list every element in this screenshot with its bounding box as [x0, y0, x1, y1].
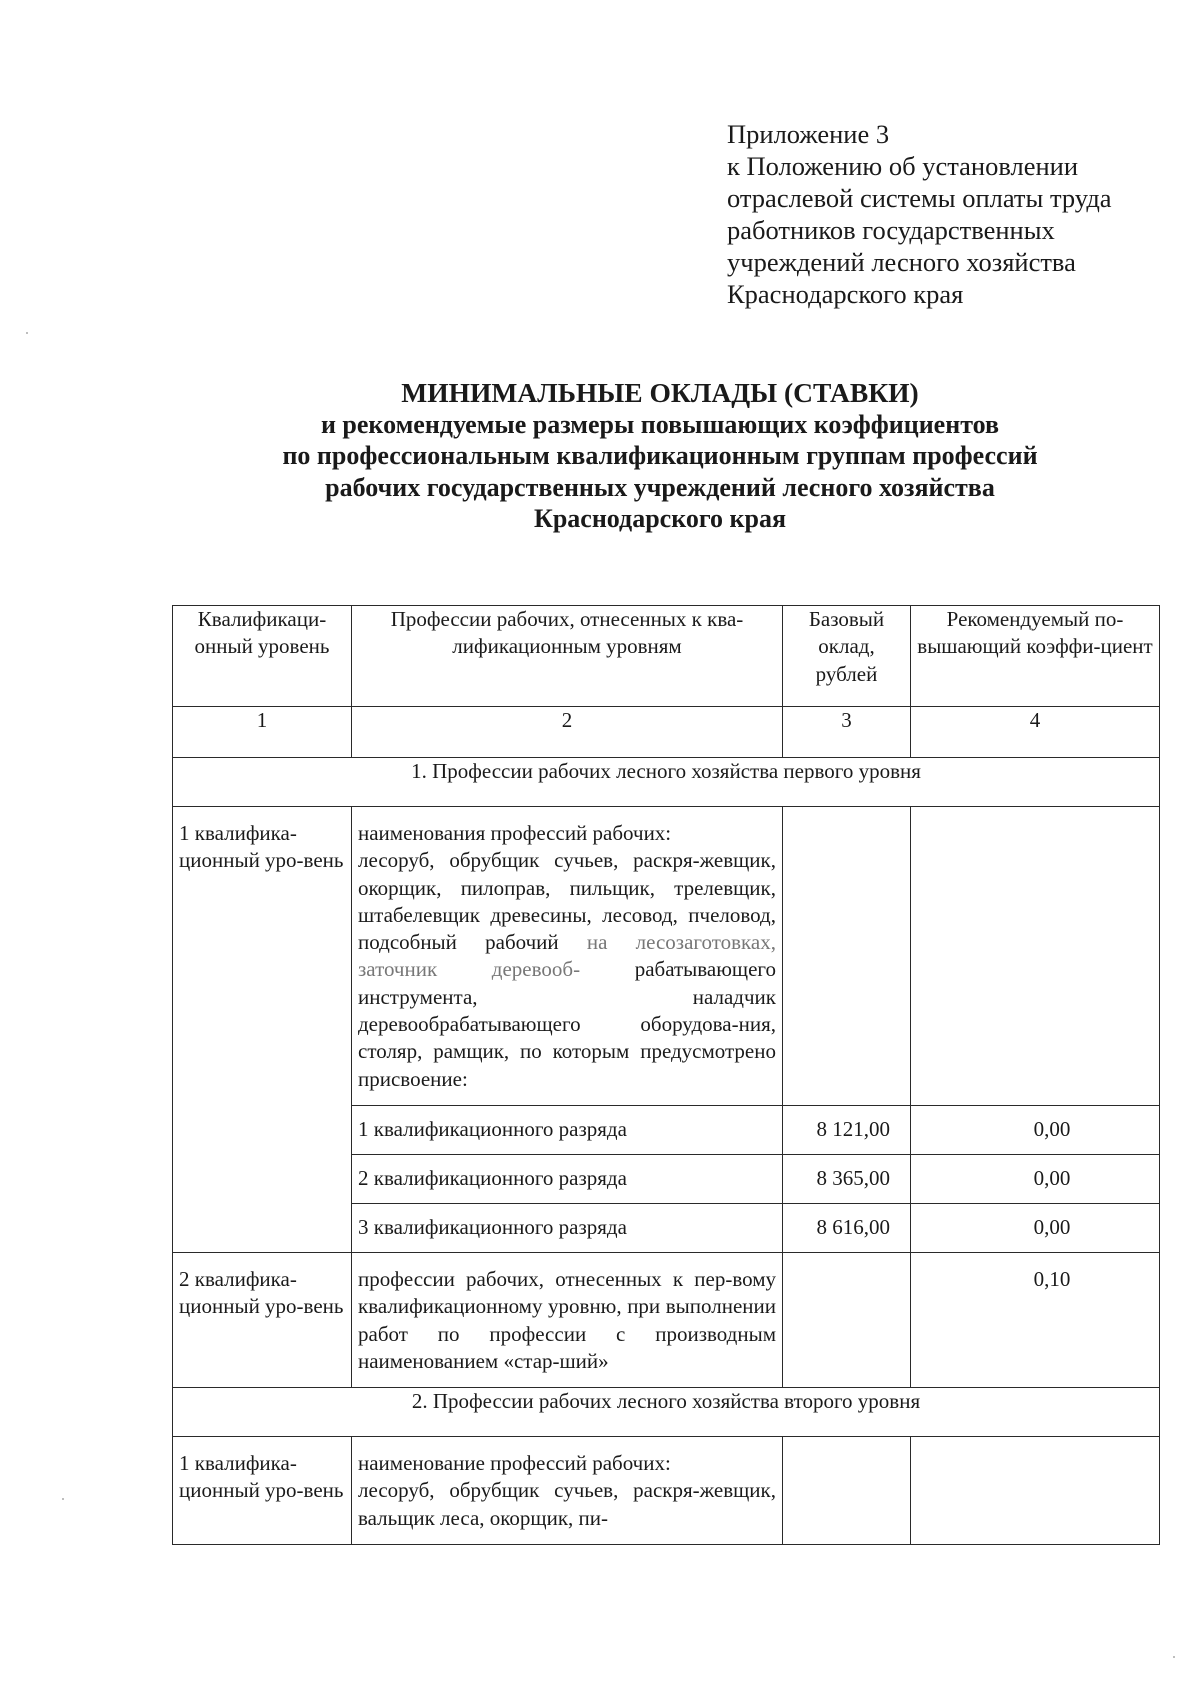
- coefficient-value: 0,00: [911, 1105, 1160, 1154]
- description-text-faded: на лесозаготовках, заточник деревооб-: [358, 930, 777, 982]
- annex-line: Краснодарского края: [727, 279, 964, 309]
- coefficient-value: 0,10: [911, 1252, 1160, 1387]
- description-lead: наименование профессий рабочих:: [358, 1451, 671, 1476]
- table-header-row: [173, 606, 1160, 707]
- table-row: [173, 1252, 1160, 1387]
- level-label: 1 квалифика-ционный уро-вень: [173, 1437, 352, 1545]
- description-text: лесоруб, обрубщик сучьев, раскря-жевщик, окорщик, пилоправ, пильщик, трелевщик, штабелевщик древесины, лесовод, пчеловод, подсобный рабочий: [358, 848, 776, 955]
- salary-value: 8 121,00: [783, 1105, 911, 1154]
- scan-speck: [62, 1498, 64, 1500]
- salary-table: [172, 605, 1160, 1545]
- section-row-1: [173, 758, 1160, 807]
- column-number: 1: [173, 707, 352, 758]
- level-label: 2 квалифика-ционный уро-вень: [173, 1252, 352, 1387]
- header-coefficient: Рекомендуемый по-вышающий коэффи-циент: [911, 606, 1160, 707]
- document-title: [160, 377, 1160, 535]
- profession-description: [352, 807, 783, 1106]
- annex-line: работников государственных: [727, 215, 1055, 245]
- table-row: [173, 807, 1160, 1106]
- title-line-3: по профессиональным квалификационным группам профессий: [282, 441, 1038, 470]
- scan-speck: [1173, 1656, 1175, 1658]
- title-line-2: и рекомендуемые размеры повышающих коэффициентов: [320, 409, 1000, 439]
- annex-line: отраслевой системы оплаты труда: [727, 183, 1112, 213]
- description-text: рабатывающего инструмента, наладчик деревообрабатывающего оборудова-ния, столяр, рамщик, по которым предусмотрено присвоение:: [358, 957, 777, 1091]
- empty-cell: [911, 1437, 1160, 1545]
- scan-speck: [26, 332, 28, 334]
- description-text: лесоруб, обрубщик сучьев, раскря-жевщик, вальщик леса, окорщик, пи-: [358, 1478, 776, 1530]
- empty-cell: [783, 1252, 911, 1387]
- profession-description: профессии рабочих, отнесенных к пер-вому квалификационному уровню, при выполнении работ по профессии с производным наименованием «стар-ший»: [352, 1252, 783, 1387]
- column-number: 4: [911, 707, 1160, 758]
- header-professions: Профессии рабочих, отнесенных к ква-лификационным уровням: [352, 606, 783, 707]
- title-line-1: МИНИМАЛЬНЫЕ ОКЛАДЫ (СТАВКИ): [401, 377, 919, 408]
- section-row-2: [173, 1388, 1160, 1437]
- salary-value: 8 616,00: [783, 1203, 911, 1252]
- empty-cell: [783, 1437, 911, 1545]
- coefficient-value: 0,00: [911, 1203, 1160, 1252]
- column-number: 2: [352, 707, 783, 758]
- title-line-4: рабочих государственных учреждений лесного хозяйства: [325, 472, 995, 502]
- section-title: 2. Профессии рабочих лесного хозяйства второго уровня: [173, 1388, 1160, 1437]
- coefficient-value: 0,00: [911, 1154, 1160, 1203]
- title-line-5: Краснодарского края: [533, 504, 787, 533]
- empty-cell: [783, 807, 911, 1106]
- column-number-row: [173, 707, 1160, 758]
- description-lead: наименования профессий рабочих:: [358, 821, 672, 845]
- annex-line: Приложение 3: [727, 119, 890, 149]
- level-label: 1 квалифика-ционный уро-вень: [173, 807, 352, 1253]
- salary-value: 8 365,00: [783, 1154, 911, 1203]
- table-row: [173, 1437, 1160, 1545]
- annex-line: к Положению об установлении: [727, 151, 1079, 181]
- grade-label: 1 квалификационного разряда: [352, 1105, 783, 1154]
- annex-line: учреждений лесного хозяйства: [727, 247, 1076, 277]
- grade-label: 2 квалификационного разряда: [352, 1154, 783, 1203]
- empty-cell: [911, 807, 1160, 1106]
- column-number: 3: [783, 707, 911, 758]
- profession-description: [352, 1437, 783, 1545]
- annex-block: [727, 118, 1167, 310]
- grade-label: 3 квалификационного разряда: [352, 1203, 783, 1252]
- header-base-salary: Базовый оклад, рублей: [783, 606, 911, 707]
- header-level: Квалификаци-онный уровень: [173, 606, 352, 707]
- section-title: 1. Профессии рабочих лесного хозяйства первого уровня: [173, 758, 1160, 807]
